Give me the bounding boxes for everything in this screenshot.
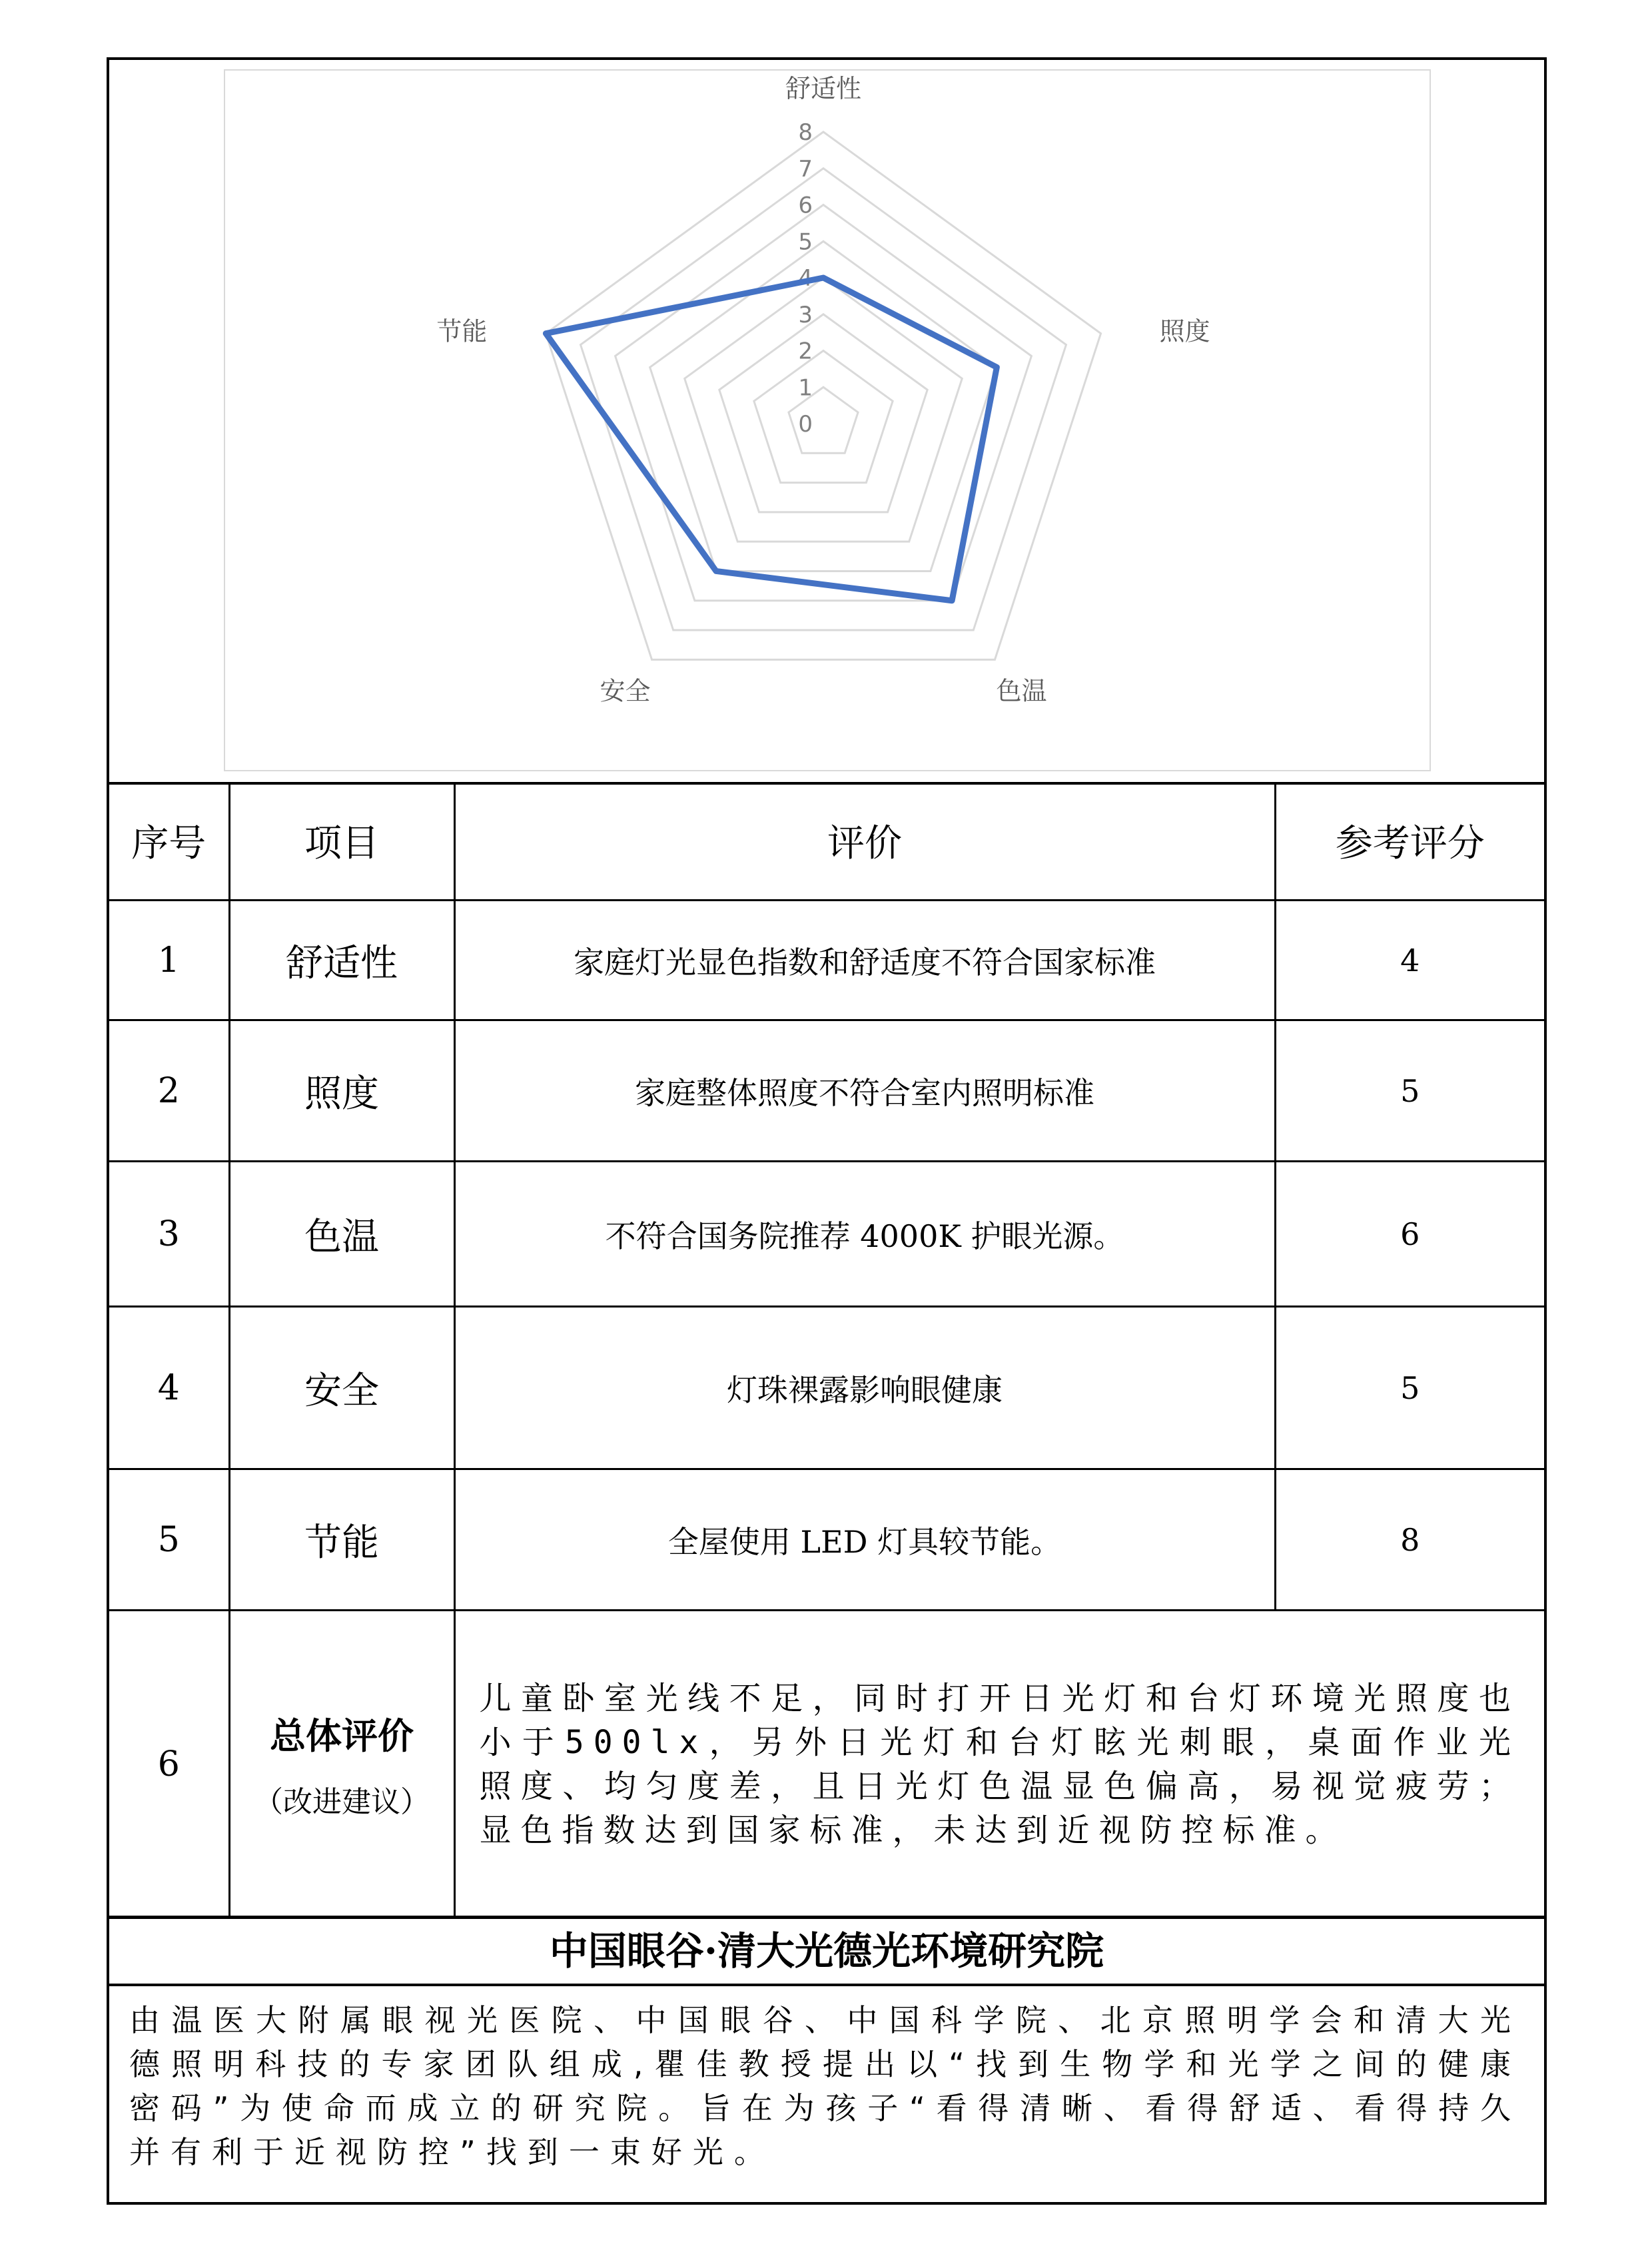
radar-tick-label: 0 <box>798 411 813 438</box>
summary-index: 6 <box>109 1611 229 1918</box>
chart-section <box>109 60 1544 785</box>
row-index: 5 <box>109 1469 229 1611</box>
radar-axis-label: 节能 <box>436 316 488 346</box>
row-score: 4 <box>1275 901 1544 1020</box>
header-score: 参考评分 <box>1275 782 1544 901</box>
table-row <box>109 1162 1544 1307</box>
header-index: 序号 <box>109 782 229 901</box>
row-index: 1 <box>109 901 229 1020</box>
row-index: 4 <box>109 1307 229 1469</box>
summary-subtitle: （改进建议） <box>254 1785 430 1819</box>
row-score: 5 <box>1275 1020 1544 1162</box>
row-evaluation: 家庭灯光显色指数和舒适度不符合国家标准 <box>454 901 1275 1020</box>
radar-tick-label: 4 <box>798 265 813 292</box>
row-evaluation: 全屋使用 LED 灯具较节能。 <box>454 1469 1275 1611</box>
table-row <box>109 901 1544 1020</box>
table-row <box>109 1020 1544 1162</box>
radar-data-point <box>995 365 999 369</box>
radar-tick-label: 1 <box>798 374 813 402</box>
radar-series-line <box>546 278 997 601</box>
row-evaluation: 不符合国务院推荐 4000K 护眼光源。 <box>454 1162 1275 1307</box>
radar-tick-label: 3 <box>798 301 813 328</box>
radar-data-point <box>714 569 718 573</box>
radar-axis-label: 色温 <box>996 676 1047 706</box>
radar-tick-label: 7 <box>798 155 813 183</box>
row-index: 2 <box>109 1020 229 1162</box>
radar-axis-label: 安全 <box>600 676 651 706</box>
radar-tick-label: 6 <box>798 192 813 219</box>
radar-data-point <box>950 599 954 603</box>
row-evaluation: 灯珠裸露影响眼健康 <box>454 1307 1275 1469</box>
row-item: 舒适性 <box>229 901 454 1020</box>
evaluation-table <box>109 782 1544 1919</box>
radar-grid-ring <box>754 351 893 483</box>
table-header-row <box>109 782 1544 901</box>
institute-description: 由温医大附属眼视光医院、中国眼谷、中国科学院、北京照明学会和清大光德照明科技的专家团队组成,瞿佳教授提出以“找到生物学和光学之间的健康密码”为使命而成立的研究院。旨在为孩子“看得清晰、看得舒适、看得持久并有利于近视防控”找到一束好光。 <box>129 2002 1521 2170</box>
row-item: 色温 <box>229 1162 454 1307</box>
row-item: 节能 <box>229 1469 454 1611</box>
radar-axis-label: 舒适性 <box>785 74 862 103</box>
radar-data-point <box>544 332 548 336</box>
radar-tick-label: 2 <box>798 338 813 365</box>
radar-tick-label: 5 <box>798 228 813 256</box>
radar-data-point <box>821 276 825 280</box>
row-score: 5 <box>1275 1307 1544 1469</box>
table-row <box>109 1307 1544 1469</box>
row-score: 6 <box>1275 1162 1544 1307</box>
header-item: 项目 <box>229 782 454 901</box>
radar-grid-ring <box>650 241 997 571</box>
summary-row <box>109 1611 1544 1918</box>
row-item: 照度 <box>229 1020 454 1162</box>
radar-axis-label: 照度 <box>1159 316 1210 346</box>
row-index: 3 <box>109 1162 229 1307</box>
row-item: 安全 <box>229 1307 454 1469</box>
radar-chart <box>225 71 1430 770</box>
row-evaluation: 家庭整体照度不符合室内照明标准 <box>454 1020 1275 1162</box>
chart-area <box>224 69 1431 771</box>
summary-label-cell <box>229 1611 454 1918</box>
header-evaluation: 评价 <box>454 782 1275 901</box>
table-row <box>109 1469 1544 1611</box>
institute-name: 中国眼谷·清大光德光环境研究院 <box>109 1916 1544 1986</box>
summary-text: 儿童卧室光线不足，同时打开日光灯和台灯环境光照度也小于500lx，另外日光灯和台灯眩光刺眼，桌面作业光照度、均匀度差，且日光灯色温显色偏高，易视觉疲劳；显色指数达到国家标准，未达到近视防控标准。 <box>454 1611 1544 1918</box>
summary-title: 总体评价 <box>270 1715 414 1757</box>
radar-tick-label: 8 <box>798 119 813 146</box>
report-frame <box>107 57 1547 2205</box>
row-score: 8 <box>1275 1469 1544 1611</box>
